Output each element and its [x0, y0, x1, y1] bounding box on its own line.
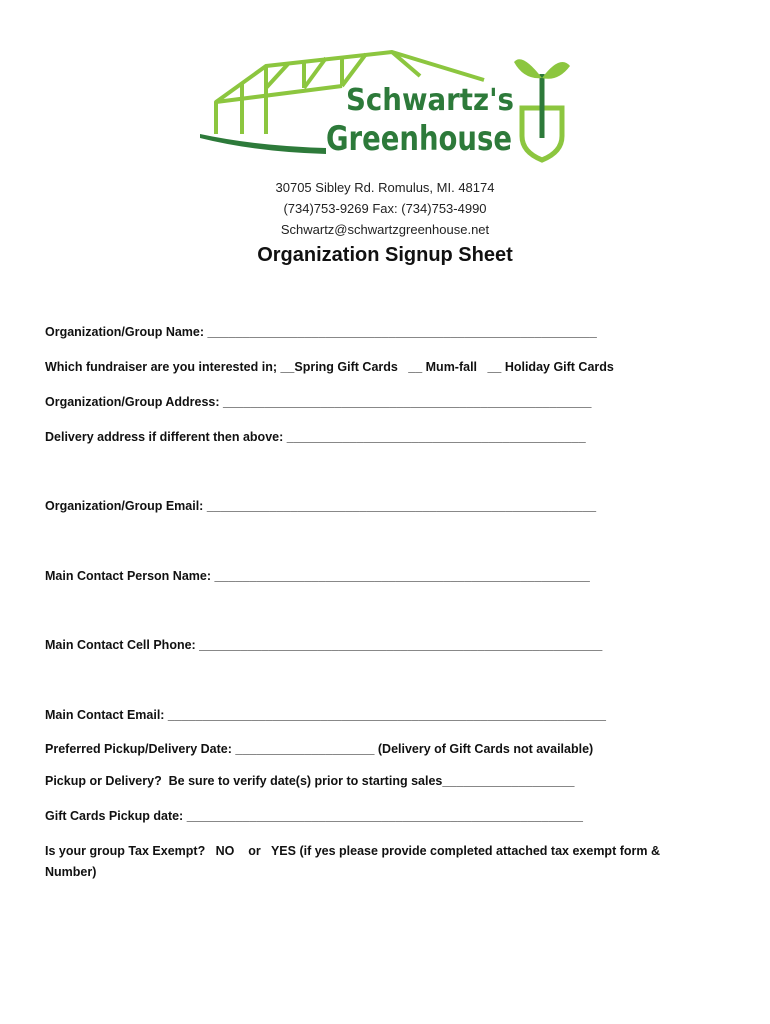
tax-exempt-field-cont: Number)	[45, 865, 97, 879]
delivery-address-field[interactable]: Delivery address if different then above: ___________________________________________	[45, 430, 586, 444]
tax-exempt-field[interactable]: Is your group Tax Exempt? NO or YES (if yes please provide completed attached tax exempt form &	[45, 844, 660, 858]
contact-address: 30705 Sibley Rd. Romulus, MI. 48174	[275, 180, 495, 195]
page-title: Organization Signup Sheet	[257, 244, 513, 266]
org-email-field[interactable]: Organization/Group Email: ________________________________________________________	[45, 499, 597, 513]
logo-line-2: Greenhouse	[326, 119, 512, 159]
shovel-sprout-icon	[514, 59, 570, 160]
schwartzs-greenhouse-logo	[196, 48, 576, 164]
contact-phone-fax: (734)753-9269 Fax: (734)753-4990	[283, 201, 487, 216]
org-name-field[interactable]: Organization/Group Name: ________________________________________________________	[45, 325, 597, 339]
cell-phone-field[interactable]: Main Contact Cell Phone: __________________________________________________________	[45, 638, 603, 652]
pickup-or-delivery-field[interactable]: Pickup or Delivery? Be sure to verify date(s) prior to starting sales___________________	[45, 774, 575, 788]
contact-name-field[interactable]: Main Contact Person Name: ______________________________________________________	[45, 569, 590, 583]
contact-email: Schwartz@schwartzgreenhouse.net	[280, 222, 490, 237]
ground-swoosh	[200, 134, 326, 154]
gift-cards-pickup-field[interactable]: Gift Cards Pickup date: _________________________________________________________	[45, 809, 583, 823]
contact-email-field[interactable]: Main Contact Email: _______________________________________________________________	[45, 708, 606, 722]
fundraiser-choice-field[interactable]: Which fundraiser are you interested in; __Spring Gift Cards __ Mum-fall __ Holiday Gift Cards	[45, 360, 614, 374]
pickup-date-field[interactable]: Preferred Pickup/Delivery Date: ____________________ (Delivery of Gift Cards not available)	[45, 742, 594, 756]
logo-line-1: Schwartz's	[346, 83, 514, 118]
org-address-field[interactable]: Organization/Group Address: _____________________________________________________	[45, 395, 592, 409]
